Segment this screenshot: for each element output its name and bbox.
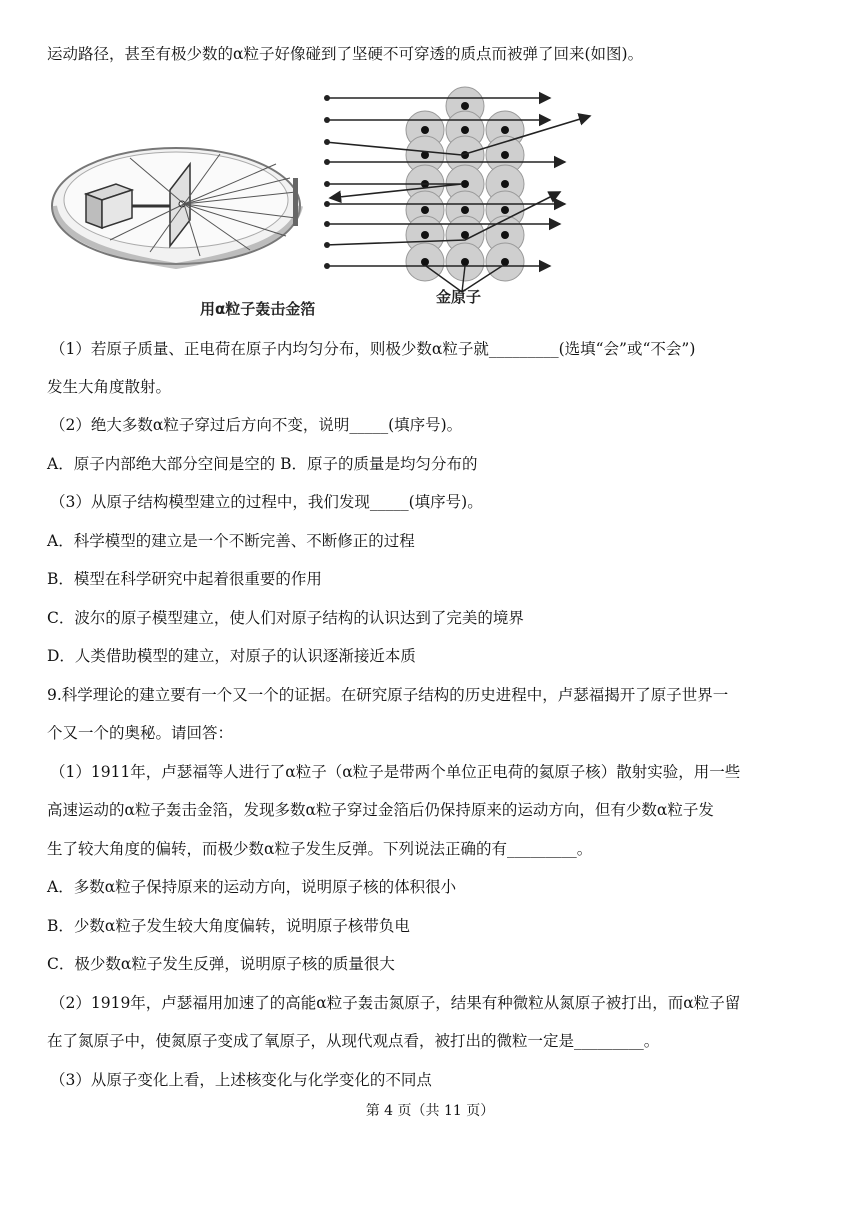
text-line-1: 运动路径，甚至有极少数的α粒子好像碰到了坚硬不可穿透的质点而被弹了回来(如图)。 bbox=[47, 45, 644, 63]
text-line-14: 高速运动的α粒子轰击金箔，发现多数α粒子穿过金箔后仍保持原来的运动方向，但有少数α粒子发 bbox=[47, 801, 714, 819]
text-line-5: A．原子内部绝大部分空间是空的 B．原子的质量是均匀分布的 bbox=[47, 455, 478, 473]
figure-caption-left: 用α粒子轰击金箔 bbox=[200, 300, 316, 318]
text-line-20: 在了氮原子中，使氮原子变成了氧原子，从现代观点看，被打出的微粒一定是_________。 bbox=[47, 1032, 660, 1050]
text-line-19: （2）1919年，卢瑟福用加速了的高能α粒子轰击氮原子，结果有种微粒从氮原子被打出，而α粒子留 bbox=[50, 994, 741, 1012]
text-line-12: 个又一个的奥秘。请回答： bbox=[47, 724, 234, 742]
rutherford-experiment-figure bbox=[50, 80, 790, 325]
apparatus-drawing bbox=[52, 148, 300, 266]
page-footer: 第 4 页（共 11 页） bbox=[365, 1103, 495, 1119]
gold-atoms-drawing bbox=[324, 87, 590, 292]
text-line-15: 生了较大角度的偏转，而极少数α粒子发生反弹。下列说法正确的有_________。 bbox=[47, 840, 593, 858]
text-line-18: C．极少数α粒子发生反弹，说明原子核的质量很大 bbox=[47, 955, 395, 973]
text-line-17: B．少数α粒子发生较大角度偏转，说明原子核带负电 bbox=[47, 917, 410, 935]
text-line-10: D．人类借助模型的建立，对原子的认识逐渐接近本质 bbox=[47, 647, 416, 665]
text-line-9: C．波尔的原子模型建立，使人们对原子结构的认识达到了完美的境界 bbox=[47, 609, 524, 627]
figure-caption-right: 金原子 bbox=[436, 288, 482, 306]
text-line-11: 9.科学理论的建立要有一个又一个的证据。在研究原子结构的历史进程中，卢瑟福揭开了原子世界一 bbox=[47, 686, 729, 704]
text-line-21: （3）从原子变化上看，上述核变化与化学变化的不同点 bbox=[50, 1071, 432, 1089]
text-line-4: （2）绝大多数α粒子穿过后方向不变，说明_____(填序号)。 bbox=[50, 416, 463, 434]
text-line-7: A．科学模型的建立是一个不断完善、不断修正的过程 bbox=[47, 532, 415, 550]
text-line-6: （3）从原子结构模型建立的过程中，我们发现_____(填序号)。 bbox=[50, 493, 483, 511]
figure-illustration bbox=[50, 80, 790, 325]
text-line-16: A．多数α粒子保持原来的运动方向，说明原子核的体积很小 bbox=[47, 878, 457, 896]
text-line-13: （1）1911年，卢瑟福等人进行了α粒子（α粒子是带两个单位正电荷的氦原子核）散射实验，用一些 bbox=[50, 763, 741, 781]
text-line-3: 发生大角度散射。 bbox=[47, 378, 172, 396]
text-line-2: （1）若原子质量、正电荷在原子内均匀分布，则极少数α粒子就_________(选填“会”或“不会”) bbox=[50, 340, 696, 358]
text-line-8: B．模型在科学研究中起着很重要的作用 bbox=[47, 570, 322, 588]
